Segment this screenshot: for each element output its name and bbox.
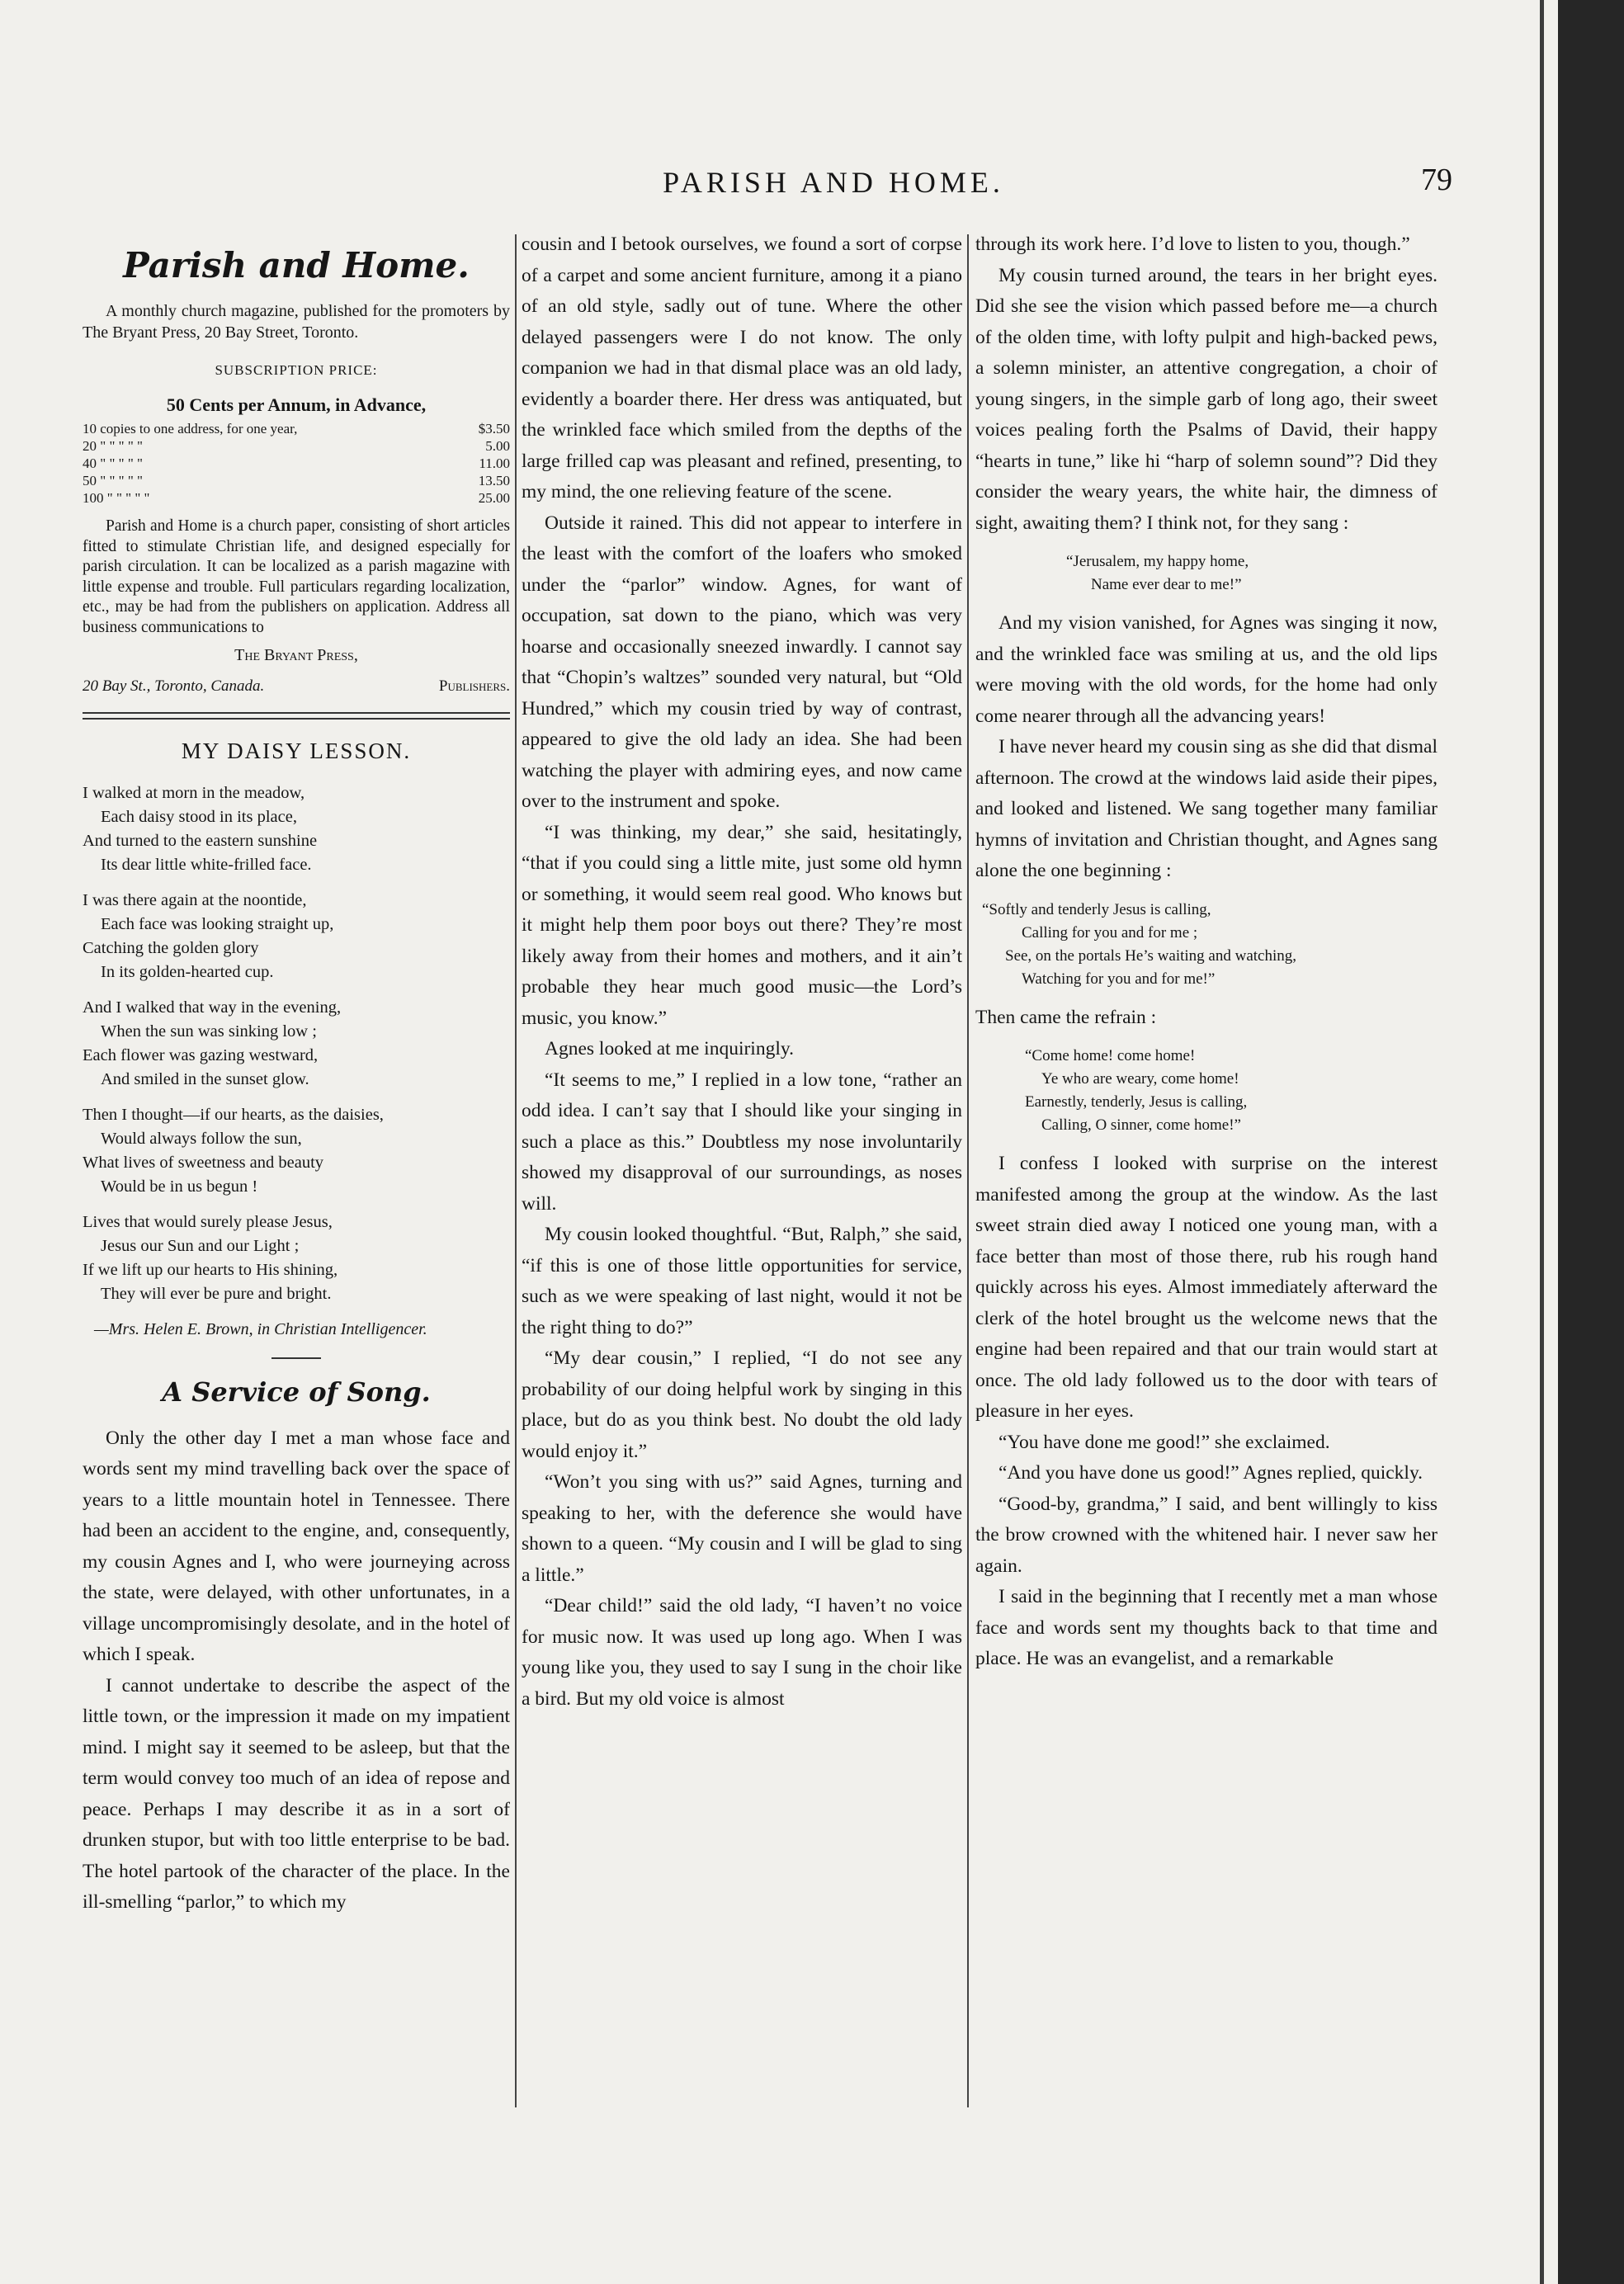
price-amount: $3.50 xyxy=(478,421,510,437)
masthead-intro: A monthly church magazine, published for the promoters by The Bryant Press, 20 Bay Street, Toronto. xyxy=(83,302,510,342)
running-title: PARISH AND HOME. xyxy=(663,166,1004,199)
scan-dark-edge xyxy=(1558,0,1624,2284)
price-row xyxy=(83,437,510,455)
price-row xyxy=(83,472,510,489)
price-quantity: 50 " " " " " xyxy=(83,473,143,488)
poem-stanza-5 xyxy=(83,1210,510,1306)
article-paragraph: “You have done me good!” she exclaimed. xyxy=(998,1431,1330,1453)
poem-line: When the sun was sinking low ; xyxy=(101,1022,317,1041)
verse-line: Ye who are weary, come home! xyxy=(1041,1070,1239,1088)
poem-line: And turned to the eastern sunshine xyxy=(83,832,318,850)
poem-line: And I walked that way in the evening, xyxy=(83,998,342,1017)
article-paragraph: I cannot undertake to describe the aspect of the little town, or the impression it made on my impatient mind. I might say it seemed to be asleep, but that the term would convey too much of an idea of repose and peace. Perhaps I may describe it as in a sort of drunken stupor, but with too little enterprise to be bad. The hotel partook of the character of the place. In the ill-smelling “parlor,” to which my xyxy=(83,1674,510,1913)
price-quantity: 20 " " " " " xyxy=(83,438,143,454)
column-1 xyxy=(83,221,510,1918)
article-title: A Service of Song. xyxy=(162,1376,431,1408)
poem-line: Jesus our Sun and our Light ; xyxy=(101,1237,300,1255)
article-paragraph: “And you have done us good!” Agnes replied, quickly. xyxy=(998,1462,1423,1484)
poem-line: Would always follow the sun, xyxy=(101,1130,302,1148)
subscription-main: 50 Cents per Annum, in Advance, xyxy=(166,394,427,415)
poem-line: Would be in us begun ! xyxy=(101,1177,258,1196)
price-table xyxy=(83,420,510,507)
article-paragraph: My cousin turned around, the tears in her bright eyes. Did she see the vision which passed before me—a church of the olden time, with lofty pulpit and high-backed pews, a solemn minister, an attentive congregation, a choir of young singers, in the simple garb of long ago, their sweet voices pealing forth the Psalms of David, their happy “hearts in tune,” like hi “harp of solemn sound”? Did they consider the weary years, the white hair, the dimness of sight, awaiting them? I think not, for they sang : xyxy=(975,264,1438,534)
price-row xyxy=(83,420,510,437)
poem-stanza-1 xyxy=(83,781,510,877)
price-quantity: 40 " " " " " xyxy=(83,455,143,471)
verse-line: Calling, O sinner, come home!” xyxy=(1041,1116,1241,1134)
poem-line: In its golden-hearted cup. xyxy=(101,963,274,981)
article-paragraph: “Won’t you sing with us?” said Agnes, turning and speaking to her, with the deference she would have shown to a queen. “My cousin and I will be glad to sing a little.” xyxy=(522,1471,962,1586)
poem-line: I walked at morn in the meadow, xyxy=(83,784,305,802)
hymn-refrain xyxy=(975,1045,1438,1137)
hymn-verse-2 xyxy=(975,899,1438,991)
article-paragraph: through its work here. I’d love to listen to you, though.” xyxy=(975,234,1410,255)
price-amount: 25.00 xyxy=(478,490,510,506)
poem-line: Its dear little white-frilled face. xyxy=(101,856,312,874)
poem-line: What lives of sweetness and beauty xyxy=(83,1154,324,1172)
article-paragraph: I said in the beginning that I recently met a man whose face and words sent my thoughts back to that time and place. He was an evangelist, and a remarkable xyxy=(975,1586,1438,1669)
masthead-title: Parish and Home. xyxy=(123,245,470,286)
article-paragraph: cousin and I betook ourselves, we found a sort of corpse of a carpet and some ancient furniture, among it a piano of an old style, sadly out of tune. Where the other delayed passengers were I do not know. The only companion we had in that dismal place was an old lady, evidently a boarder there. Her dress was antiquated, but the wrinkled face which smiled from the depths of the large frilled cap was pleasant and refined, presenting, to my mind, the one relieving feature of the scene. xyxy=(522,234,962,503)
short-divider xyxy=(271,1357,321,1359)
column-rule-1 xyxy=(515,234,517,2107)
article-paragraph: “My dear cousin,” I replied, “I do not see any probability of our doing helpful work by singing in this place, but do as you think best. No doubt the old lady would enjoy it.” xyxy=(522,1347,962,1462)
verse-line: “Softly and tenderly Jesus is calling, xyxy=(982,900,1211,918)
poem-line: Each flower was gazing westward, xyxy=(83,1046,319,1064)
article-paragraph: “Good-by, grandma,” I said, and bent willingly to kiss the brow crowned with the whitened hair. I never saw her again. xyxy=(975,1493,1438,1577)
publisher-label: Publishers. xyxy=(438,677,510,695)
verse-line: “Come home! come home! xyxy=(1025,1047,1196,1064)
poem-line: Catching the golden glory xyxy=(83,939,259,957)
poem-line: Each face was looking straight up, xyxy=(101,915,334,933)
verse-line: Earnestly, tenderly, Jesus is calling, xyxy=(1025,1093,1248,1111)
publisher-name: The Bryant Press, xyxy=(234,646,358,664)
price-row xyxy=(83,489,510,507)
poem-attribution: —Mrs. Helen E. Brown, in Christian Intelligencer. xyxy=(94,1320,427,1338)
poem-line: Each daisy stood in its place, xyxy=(101,808,297,826)
price-amount: 11.00 xyxy=(479,455,510,471)
page-number: 79 xyxy=(1421,163,1452,197)
price-amount: 13.50 xyxy=(478,473,510,488)
publisher-line xyxy=(83,671,510,702)
page-header xyxy=(83,165,1452,206)
verse-line: “Jerusalem, my happy home, xyxy=(1066,553,1249,570)
poem-line: Lives that would surely please Jesus, xyxy=(83,1213,333,1231)
poem-line: They will ever be pure and bright. xyxy=(101,1285,332,1303)
article-paragraph: I confess I looked with surprise on the interest manifested among the group at the window. As the last sweet strain died away I noticed one young man, with a face better than most of those there, rub his rough hand quickly across his eyes. Almost immediately afterward the clerk of the hotel brought us the welcome news that the engine had been repaired and that our train would start at once. The old lady followed us to the door with tears of pleasure in her eyes. xyxy=(975,1153,1438,1422)
article-paragraph: Agnes looked at me inquiringly. xyxy=(545,1038,794,1059)
binding-edge-line xyxy=(1540,0,1544,2284)
poem-line: And smiled in the sunset glow. xyxy=(101,1070,309,1088)
verse-line: Calling for you and for me ; xyxy=(1022,923,1198,941)
article-paragraph: “Dear child!” said the old lady, “I haven’t no voice for music now. It was used up long ago. When I was young like you, they used to say I sung in the choir like a bird. But my old voice is almost xyxy=(522,1595,962,1710)
article-paragraph: “It seems to me,” I replied in a low tone, “rather an odd idea. I can’t say that I should like your singing in such a place as this.” Doubtless my nose involuntarily showed my disapproval of our surroundings, as noses will. xyxy=(522,1069,962,1215)
hymn-verse-1 xyxy=(975,550,1438,597)
article-paragraph: And my vision vanished, for Agnes was singing it now, and the wrinkled face was smiling at us, and the old lips were moving with the old words, for the home had only come nearer through all the advancing years! xyxy=(975,612,1438,727)
article-paragraph: Outside it rained. This did not appear to interfere in the least with the comfort of the loafers who smoked under the “parlor” window. Agnes, for want of occupation, sat down to the piano, which was very hoarse and occasionally sneezed inwardly. I cannot say that “Chopin’s waltzes” sounded very natural, but “Old Hundred,” which my cousin tried by way of contrast, appeared to give the old lady an idea. She had been watching the player with admiring eyes, and now came over to the instrument and spoke. xyxy=(522,512,962,812)
column-2 xyxy=(522,229,962,1715)
price-row xyxy=(83,455,510,472)
poem-line: Then I thought—if our hearts, as the daisies, xyxy=(83,1106,384,1124)
poem-line: I was there again at the noontide, xyxy=(83,891,307,909)
verse-line: Watching for you and for me!” xyxy=(1022,970,1216,988)
column-3 xyxy=(975,229,1438,1675)
poem-stanza-4 xyxy=(83,1103,510,1199)
article-paragraph: My cousin looked thoughtful. “But, Ralph,” she said, “if this is one of those little opportunities for service, such as we were speaking of last night, would it not be the right thing to do?” xyxy=(522,1224,962,1338)
double-rule xyxy=(83,712,510,720)
column-rule-2 xyxy=(967,234,969,2107)
price-quantity: 100 " " " " " xyxy=(83,490,150,506)
publisher-address: 20 Bay St., Toronto, Canada. xyxy=(83,677,265,695)
subscription-heading: SUBSCRIPTION PRICE: xyxy=(215,362,378,378)
article-paragraph: “I was thinking, my dear,” she said, hesitatingly, “that if you could sing a little mite, just some old hymn or something, it would seem real good. Who knows but it might help them poor boys out there? They’re most likely away from their homes and mothers, and it ain’t probable they hear much good music—the Lord’s music, you know.” xyxy=(522,821,962,1029)
poem-line: If we lift up our hearts to His shining, xyxy=(83,1261,338,1279)
refrain-intro: Then came the refrain : xyxy=(975,1006,1157,1028)
article-paragraph: I have never heard my cousin sing as she did that dismal afternoon. The crowd at the windows laid aside their pipes, and looked and listened. We sang together many familiar hymns of invitation and Christian thought, and Agnes sang alone the one beginning : xyxy=(975,736,1438,881)
poem-title: MY DAISY LESSON. xyxy=(181,738,412,763)
article-paragraph: Only the other day I met a man whose face and words sent my mind travelling back over the space of years to a little mountain hotel in Tennessee. There had been an accident to the engine, and, consequently, my cousin Agnes and I, who were journeying across the state, were delayed, with other unfortunates, in a village uncompromisingly desolate, and in the hotel of which I speak. xyxy=(83,1427,510,1665)
masthead-description: Parish and Home is a church paper, consisting of short articles fitted to stimulate Christian life, and designed especially for parish circulation. It can be localized as a parish magazine with little expense and trouble. Full particulars regarding localization, etc., may be had from the publishers on application. Address all business communications to xyxy=(83,517,510,636)
price-quantity: 10 copies to one address, for one year, xyxy=(83,421,298,437)
verse-line: See, on the portals He’s waiting and watching, xyxy=(1005,946,1297,965)
price-amount: 5.00 xyxy=(485,438,510,454)
verse-line: Name ever dear to me!” xyxy=(1091,576,1242,593)
poem-stanza-2 xyxy=(83,889,510,984)
poem-stanza-3 xyxy=(83,996,510,1092)
